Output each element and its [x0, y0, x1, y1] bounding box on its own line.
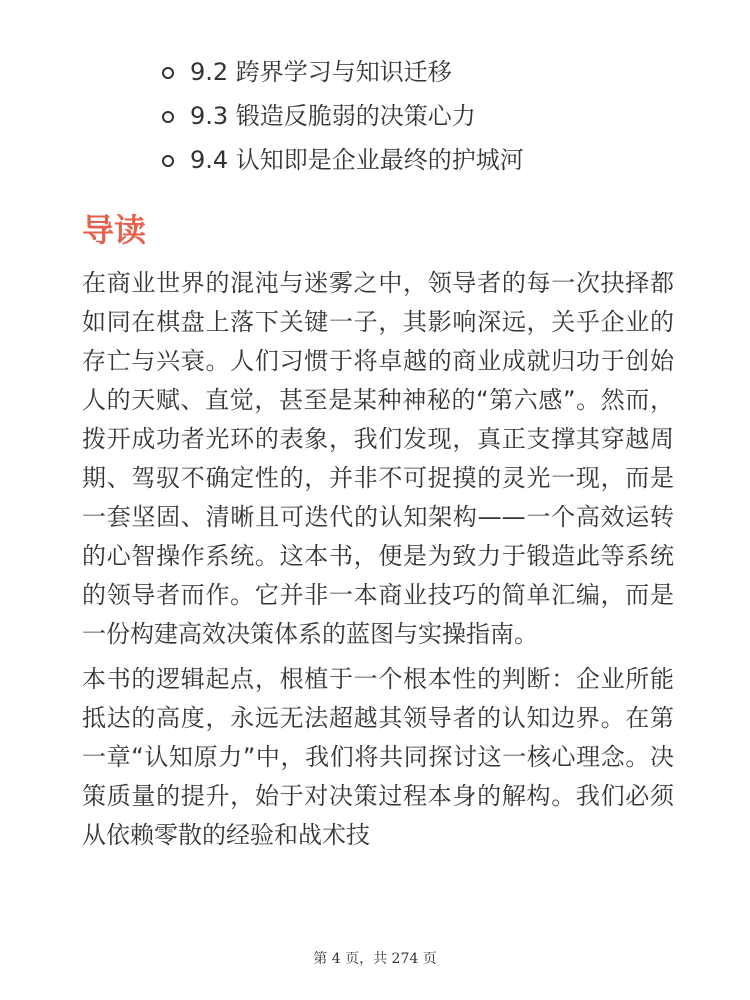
page-number-footer: 第 4 页，共 274 页 [313, 951, 437, 967]
toc-item-label: 9.2 跨界学习与知识迁移 [190, 58, 452, 86]
body-text [82, 264, 674, 861]
toc-item-label: 9.4 认知即是企业最终的护城河 [190, 146, 524, 174]
toc-list [162, 50, 722, 182]
paragraph: 在商业世界的混沌与迷雾之中，领导者的每一次抉择都如同在棋盘上落下关键一子，其影响深远，关乎企业的存亡与兴衰。人们习惯于将卓越的商业成就归功于创始人的天赋、直觉，甚至是某种神秘的“第六感”。然而，拨开成功者光环的表象，我们发现，真正支撑其穿越周期、驾驭不确定性的，并非不可捉摸的灵光一现，而是一套坚固、清晰且可迭代的认知架构——一个高效运转的心智操作系统。这本书，便是为致力于锻造此等系统的领导者而作。它并非一本商业技巧的简单汇编，而是一份构建高效决策体系的蓝图与实操指南。 [82, 269, 674, 648]
circle-bullet-icon [162, 111, 174, 123]
toc-item-label: 9.3 锻造反脆弱的决策心力 [190, 102, 476, 130]
toc-item[interactable] [162, 138, 722, 182]
section-heading: 导读 [82, 211, 147, 249]
toc-item[interactable] [162, 94, 722, 138]
paragraph: 本书的逻辑起点，根植于一个根本性的判断：企业所能抵达的高度，永远无法超越其领导者的认知边界。在第一章“认知原力”中，我们将共同探讨这一核心理念。决策质量的提升，始于对决策过程本身的解构。我们必须从依赖零散的经验和战术技 [82, 665, 674, 849]
circle-bullet-icon [162, 67, 174, 79]
circle-bullet-icon [162, 155, 174, 167]
toc-item[interactable] [162, 50, 722, 94]
